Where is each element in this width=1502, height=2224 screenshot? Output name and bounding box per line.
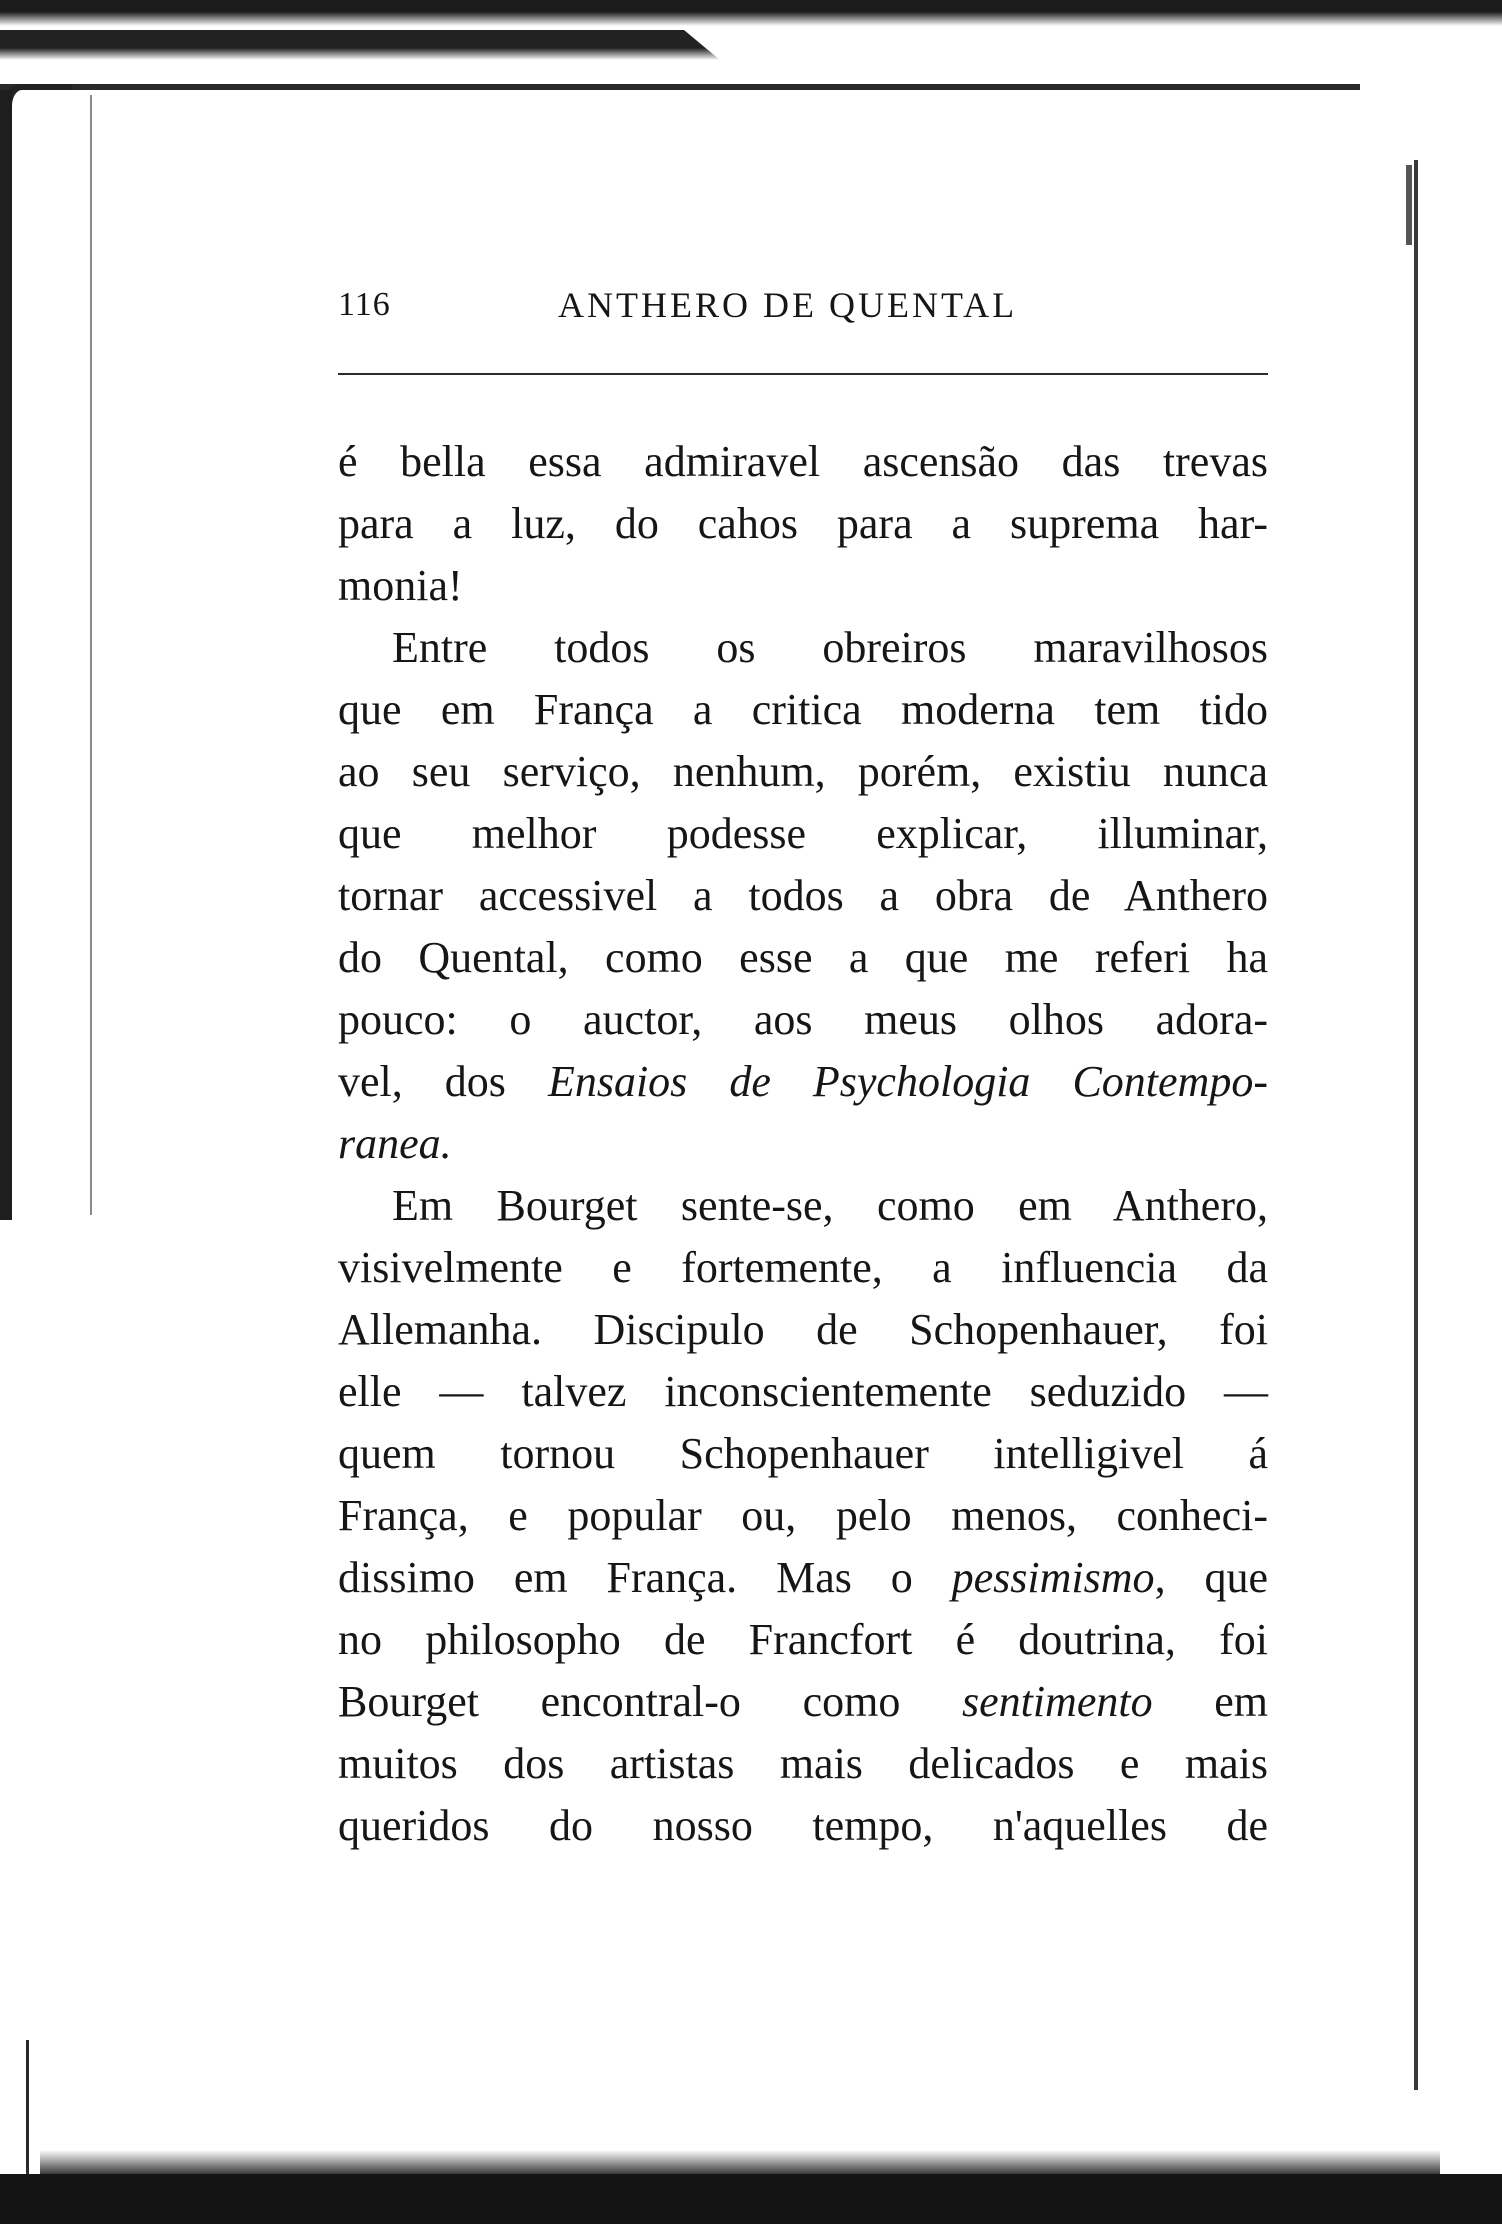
header-rule [338, 373, 1268, 375]
italic-title: Ensaios de Psychologia Contempo- [547, 1057, 1268, 1106]
text-line: para a luz, do cahos para a suprema har- [338, 499, 1268, 548]
body-text [338, 431, 1268, 1857]
scan-edge-bottom-fade [40, 2150, 1440, 2176]
scan-edge-left [0, 90, 12, 1220]
text-line: visivelmente e fortemente, a influencia da [338, 1243, 1268, 1292]
italic-term: sentimento [961, 1677, 1153, 1726]
text-line: França, e popular ou, pelo menos, conheci- [338, 1491, 1268, 1540]
scan-edge-left-thin [90, 95, 92, 1215]
scan-edge-bottom [0, 2174, 1502, 2224]
text-line: é bella essa admiravel ascensão das trevas [338, 437, 1268, 486]
text-line: Bourget encontral-o como sentimento em [338, 1677, 1268, 1726]
running-title: ANTHERO DE QUENTAL [558, 285, 1018, 325]
text-line: muitos dos artistas mais delicados e mais [338, 1739, 1268, 1788]
italic-term: pessimismo [951, 1553, 1155, 1602]
scan-edge-top-rule [0, 84, 1360, 90]
text-line: pouco: o auctor, aos meus olhos adora- [338, 995, 1268, 1044]
text-line: que melhor podesse explicar, illuminar, [338, 809, 1268, 858]
page-number: 116 [338, 286, 391, 323]
text-line: dissimo em França. Mas o pessimismo, que [338, 1553, 1268, 1602]
text-line: quem tornou Schopenhauer intelligivel á [338, 1429, 1268, 1478]
running-head [338, 280, 1268, 330]
text-line: ao seu serviço, nenhum, porém, existiu nunca [338, 747, 1268, 796]
scan-edge-right [1414, 160, 1418, 2090]
text-line: no philosopho de Francfort é doutrina, foi [338, 1615, 1268, 1664]
text-line [338, 1113, 1268, 1175]
text-line: tornar accessivel a todos a obra de Anthero [338, 871, 1268, 920]
text-line: que em França a critica moderna tem tido [338, 685, 1268, 734]
text-line: monia! [338, 561, 463, 610]
scan-edge-left-bottom [26, 2040, 29, 2190]
text-line: Entre todos os obreiros maravilhosos [392, 623, 1268, 672]
scan-edge-top [0, 0, 1502, 26]
text-line: Em Bourget sente-se, como em Anthero, [392, 1181, 1268, 1230]
italic-title: ranea. [338, 1119, 452, 1168]
text-line: vel, dos Ensaios de Psychologia Contempo- [338, 1057, 1268, 1106]
scan-edge-right-top [1406, 165, 1412, 245]
text-line: Allemanha. Discipulo de Schopenhauer, foi [338, 1305, 1268, 1354]
text-line: queridos do nosso tempo, n'aquelles de [338, 1801, 1268, 1850]
text-line: elle — talvez inconscientemente seduzido — [338, 1367, 1268, 1416]
text-line: do Quental, como esse a que me referi ha [338, 933, 1268, 982]
scan-edge-top-band [0, 30, 720, 60]
